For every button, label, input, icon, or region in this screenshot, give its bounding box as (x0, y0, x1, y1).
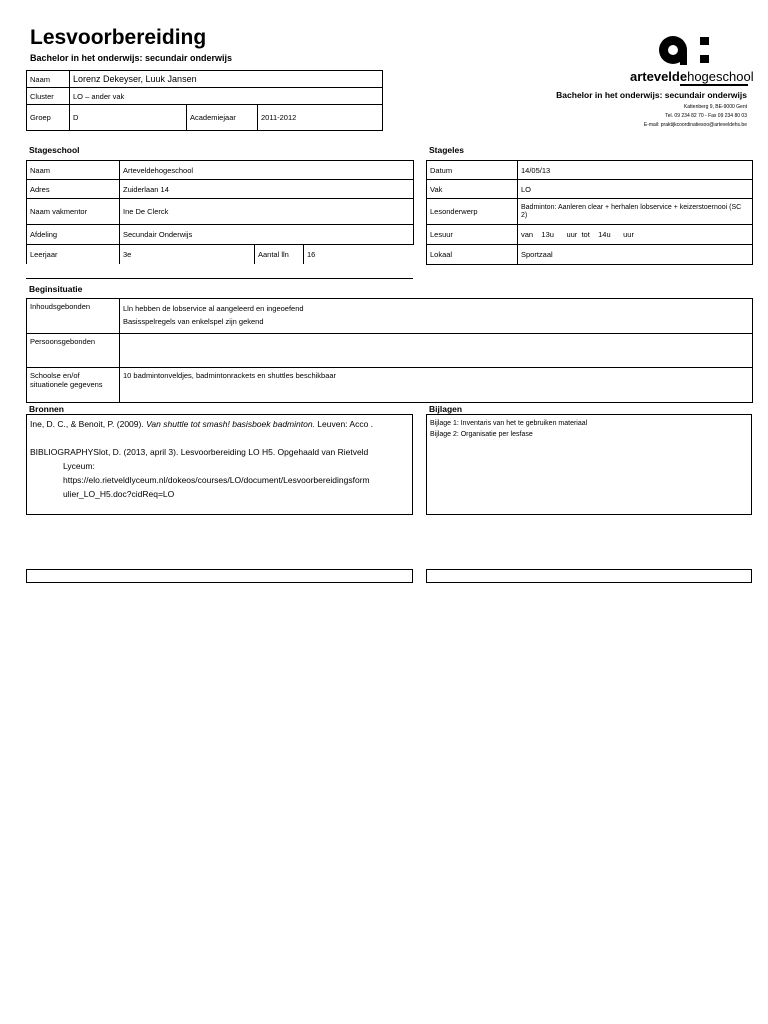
school-email: E-mail: praktijkcoordinatiesoo@arteveldehs.be (643, 122, 747, 128)
vakmentor-value: Ine De Clerck (120, 199, 414, 225)
divider (26, 278, 413, 279)
vak-value: LO (518, 180, 753, 199)
bijlagen-box (426, 414, 752, 515)
bronnen-box (26, 414, 413, 515)
inhoudsgebonden-label: Inhoudsgebonden (27, 299, 120, 334)
bijlagen-title: Bijlagen (429, 404, 463, 414)
inhoud-line-1: Lln hebben de lobservice al aangeleerd en ingeoefend (123, 304, 304, 313)
logo-name: arteveldehogeschool (630, 69, 754, 84)
student-info-table (26, 70, 383, 131)
aantal-label: Aantal lln (255, 245, 304, 264)
stageles-title: Stageles (429, 145, 464, 155)
logo-underline (680, 84, 748, 86)
inhoud-line-2: Basisspelregels van enkelspel zijn gekend (123, 317, 264, 326)
bron-2-url: https://elo.rietveldlyceum.nl/dokeos/courses/LO/document/Lesvoorbereidingsform (63, 475, 370, 485)
lesonderwerp-value: Badminton: Aanleren clear + herhalen lobservice + keizerstoernooi (SC 2) (518, 199, 753, 225)
beginsituatie-title: Beginsituatie (29, 284, 83, 294)
vakmentor-label: Naam vakmentor (27, 199, 120, 225)
beginsituatie-table (26, 298, 753, 403)
lesonderwerp-label: Lesonderwerp (427, 199, 518, 225)
leerjaar-label: Leerjaar (27, 245, 120, 264)
bron-1: Ine, D. C., & Benoit, P. (2009). Van shuttle tot smash! basisboek badminton. Leuven: Acco . (30, 419, 374, 429)
aantal-value: 16 (304, 245, 414, 264)
persoonsgebonden-label: Persoonsgebonden (27, 334, 120, 368)
adres-label: Adres (27, 180, 120, 199)
bron-2: BIBLIOGRAPHYSlot, D. (2013, april 3). Lesvoorbereiding LO H5. Opgehaald van Rietveld (30, 447, 369, 457)
schoolse-gegevens-value: 10 badmintonveldjes, badmintonrackets en shuttles beschikbaar (120, 368, 753, 403)
cluster-label: Cluster (27, 88, 70, 105)
page-title: Lesvoorbereiding (30, 26, 207, 49)
schoolse-gegevens-label: Schoolse en/of situationele gegevens (27, 368, 120, 403)
bronnen-title: Bronnen (29, 404, 64, 414)
stageschool-table (26, 160, 414, 264)
academiejaar-value: 2011-2012 (258, 105, 383, 131)
stageschool-naam-label: Naam (27, 161, 120, 180)
stageles-table (426, 160, 753, 265)
stageschool-naam-value: Arteveldehogeschool (120, 161, 414, 180)
artevelde-logo-icon (656, 34, 716, 68)
empty-box-left (26, 569, 413, 583)
adres-value: Zuiderlaan 14 (120, 180, 414, 199)
lesuur-value: van 13u uur tot 14u uur (518, 225, 753, 245)
page-subtitle: Bachelor in het onderwijs: secundair onderwijs (30, 53, 233, 63)
bron-2-line-2: Lyceum: (63, 461, 95, 471)
lesuur-label: Lesuur (427, 225, 518, 245)
academiejaar-label: Academiejaar (187, 105, 258, 131)
lokaal-value: Sportzaal (518, 245, 753, 265)
datum-label: Datum (427, 161, 518, 180)
datum-value: 14/05/13 (518, 161, 753, 180)
inhoudsgebonden-value (120, 299, 753, 334)
persoonsgebonden-value (120, 334, 753, 368)
lokaal-label: Lokaal (427, 245, 518, 265)
stageschool-title: Stageschool (29, 145, 80, 155)
bijlage-1: Bijlage 1: Inventaris van het te gebruiken materiaal (430, 420, 588, 427)
leerjaar-value: 3e (120, 245, 255, 264)
bijlage-2: Bijlage 2: Organisatie per lesfase (430, 431, 533, 438)
vak-label: Vak (427, 180, 518, 199)
cluster-value: LO – ander vak (70, 88, 383, 105)
school-phone: Tel. 09 234 82 70 - Fax 09 234 80 03 (665, 113, 747, 119)
bron-2-url-cont: ulier_LO_H5.doc?cidReq=LO (63, 489, 175, 499)
groep-label: Groep (27, 105, 70, 131)
afdeling-label: Afdeling (27, 225, 120, 245)
school-address: Kattenberg 9, BE-9000 Gent (683, 104, 747, 110)
empty-box-right (426, 569, 752, 583)
naam-label: Naam (27, 71, 70, 88)
logo-tagline: Bachelor in het onderwijs: secundair onderwijs (556, 90, 747, 100)
naam-value: Lorenz Dekeyser, Luuk Jansen (70, 71, 383, 88)
afdeling-value: Secundair Onderwijs (120, 225, 414, 245)
groep-value: D (70, 105, 187, 131)
